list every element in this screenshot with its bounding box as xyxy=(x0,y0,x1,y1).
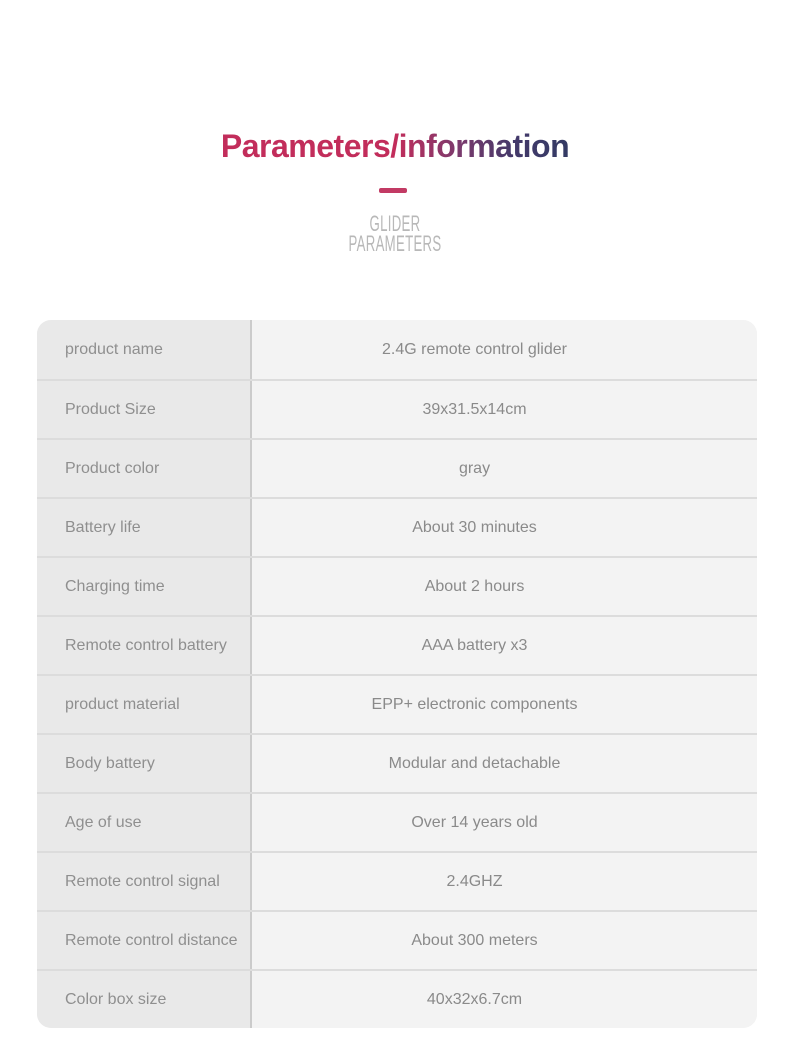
table-row xyxy=(37,556,757,615)
row-value: About 2 hours xyxy=(252,558,757,615)
table-row xyxy=(37,910,757,969)
table-row xyxy=(37,733,757,792)
row-label: Product color xyxy=(37,440,252,497)
table-row xyxy=(37,438,757,497)
subtitle-line-glider: GLIDER xyxy=(369,211,421,236)
row-value: Over 14 years old xyxy=(252,794,757,851)
table-row xyxy=(37,320,757,379)
subtitle xyxy=(0,211,790,256)
row-label: Color box size xyxy=(37,971,252,1028)
row-value: 40x32x6.7cm xyxy=(252,971,757,1028)
table-row xyxy=(37,792,757,851)
table-row xyxy=(37,674,757,733)
page-title: Parameters/information xyxy=(0,128,790,165)
row-value: Modular and detachable xyxy=(252,735,757,792)
parameters-table xyxy=(37,320,757,1028)
row-value: EPP+ electronic components xyxy=(252,676,757,733)
row-value: 2.4GHZ xyxy=(252,853,757,910)
row-value: About 30 minutes xyxy=(252,499,757,556)
row-label: Body battery xyxy=(37,735,252,792)
row-value: AAA battery x3 xyxy=(252,617,757,674)
table-row xyxy=(37,615,757,674)
table-row xyxy=(37,379,757,438)
row-label: Battery life xyxy=(37,499,252,556)
row-value: 2.4G remote control glider xyxy=(252,320,757,379)
table-row xyxy=(37,497,757,556)
row-label: Age of use xyxy=(37,794,252,851)
row-label: Charging time xyxy=(37,558,252,615)
row-value: gray xyxy=(252,440,757,497)
row-label: Product Size xyxy=(37,381,252,438)
title-underline-dash xyxy=(379,188,407,193)
row-value: 39x31.5x14cm xyxy=(252,381,757,438)
subtitle-line-parameters: PARAMETERS xyxy=(348,231,442,256)
row-value: About 300 meters xyxy=(252,912,757,969)
row-label: product material xyxy=(37,676,252,733)
row-label: Remote control battery xyxy=(37,617,252,674)
table-row xyxy=(37,851,757,910)
row-label: product name xyxy=(37,320,252,379)
table-row xyxy=(37,969,757,1028)
row-label: Remote control distance xyxy=(37,912,252,969)
row-label: Remote control signal xyxy=(37,853,252,910)
